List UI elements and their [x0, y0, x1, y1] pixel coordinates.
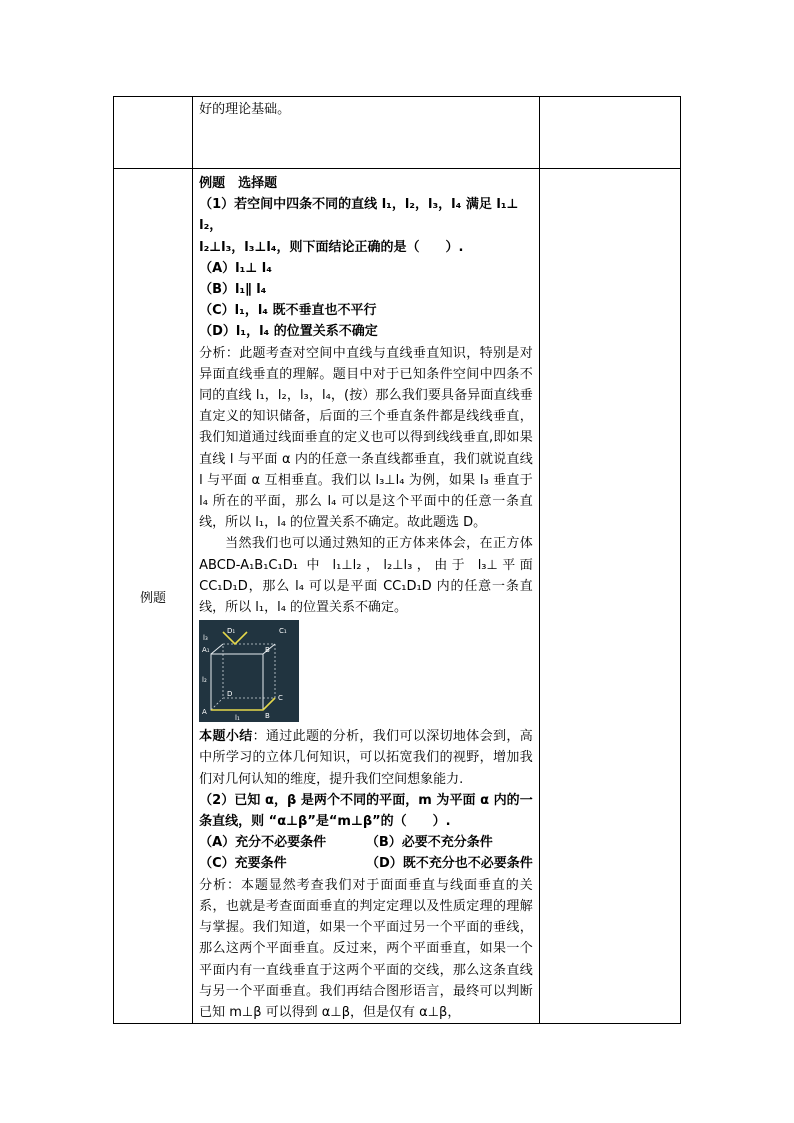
row1-label-cell — [114, 97, 193, 169]
q1-cube-explanation: 当然我们也可以通过熟知的正方体来体会，在正方体 ABCD-A₁B₁C₁D₁ 中 l₁⊥l₂，l₂⊥l₃，由于 l₃⊥平面 CC₁D₁D，那么 l₄ 可以是平面 CC₁D₁D 内的任意一条直线，所以 l₁，l₄ 的位置关系不确定。 — [199, 536, 533, 616]
q1-option-d: （D）l₁，l₄ 的位置关系不确定 — [199, 324, 378, 340]
q1-a: （1）若空间中四条不同的直线 — [199, 197, 382, 213]
q1-b: l₁，l₂，l₃，l₄ — [381, 197, 462, 213]
summary-text: ：通过此题的分析，我们可以深切地体会到，高中所学习的立体几何知识，可以拓宽我们的视野，增加我们对几何认知的维度，提升我们空间想象能力. — [199, 729, 533, 787]
label-a: A — [202, 708, 207, 717]
table-row — [114, 169, 681, 1024]
row1-content-cell — [193, 97, 540, 169]
cube-figure — [199, 620, 299, 722]
summary-label: 本题小结 — [199, 729, 253, 745]
q1-stem-line2: l₂， — [199, 218, 223, 234]
q1-stem-line3: l₂⊥l₃，l₃⊥l₄，则下面结论正确的是（ ）. — [199, 239, 464, 255]
q1-stem-line1 — [199, 194, 533, 215]
q1-option-b: （B）l₁∥ l₄ — [199, 282, 267, 298]
q1-analysis: 分析：此题考查对空间中直线与直线垂直知识，特别是对异面直线垂直的理解。题目中对于已知条件空间中四条不同的直线 l₁，l₂，l₃，l₄，(按）那么我们要具备异面直线垂直定义的知识储备，后面的三个垂直条件都是线线垂直，我们知道通过线面垂直的定义也可以得到线线垂直,即如果直线 l 与平面 α 内的任意一条直线都垂直，我们就说直线 l 与平面 α 互相垂直。我们以 l₃⊥l₄ 为例，如果 l₃ 垂直于 l₄ 所在的平面，那么 l₄ 可以是这个平面中的任意一条直线，所以 l₁，l₄ 的位置关系不确定。故此题选 D。 — [199, 345, 533, 531]
lesson-table — [113, 96, 681, 1024]
q2-stem: （2）已知 α，β 是两个不同的平面，m 为平面 α 内的一条直线，则 “α⊥β”是“m⊥β”的（ ）. — [199, 792, 533, 830]
label-d1: D₁ — [227, 627, 236, 636]
q2-options-row1 — [199, 832, 533, 853]
q2-option-c: （C）充要条件 — [199, 856, 287, 872]
q1-option-c: （C）l₁，l₄ 既不垂直也不平行 — [199, 303, 377, 319]
row-label: 例题 — [140, 590, 167, 606]
label-d: D — [227, 690, 233, 699]
q2-options-row2 — [199, 853, 533, 874]
label-l3: l₃ — [203, 634, 208, 643]
q2-option-b: （B）必要不充分条件 — [365, 835, 493, 851]
label-l2: l₂ — [202, 676, 207, 685]
label-b: B — [265, 646, 270, 655]
row2-notes-cell — [539, 169, 680, 1024]
example-content — [193, 169, 539, 1023]
row2-content-cell — [193, 169, 540, 1024]
summary — [199, 726, 533, 790]
label-c: C — [278, 694, 284, 703]
q2-option-d: （D）既不充分也不必要条件 — [365, 856, 533, 872]
row2-label-cell — [114, 169, 193, 1024]
label-c1: C₁ — [279, 627, 287, 636]
label-l1: l₁ — [235, 714, 240, 723]
label-a1: A₁ — [202, 646, 210, 655]
row1-text: 好的理论基础。 — [199, 102, 291, 117]
label-b-bottom: B — [265, 712, 270, 721]
q2-analysis: 分析：本题显然考查我们对于面面垂直与线面垂直的关系，也就是考查面面垂直的判定定理以及性质定理的理解与掌握。我们知道，如果一个平面过另一个平面的垂线，那么这两个平面垂直。反过来，两个平面垂直，如果一个平面内有一直线垂直于这两个平面的交线，那么这条直线与另一个平面垂直。我们再结合图形语言，最终可以判断已知 m⊥β 可以得到 α⊥β，但是仅有 α⊥β， — [199, 877, 533, 1020]
row1-notes-cell — [539, 97, 680, 169]
q1-c: 满足 l₁⊥ — [461, 197, 519, 213]
table-row — [114, 97, 681, 169]
q1-option-a: （A）l₁⊥ l₄ — [199, 260, 272, 276]
q2-option-a: （A）充分不必要条件 — [199, 835, 327, 851]
example-heading: 例题 选择题 — [199, 176, 278, 191]
